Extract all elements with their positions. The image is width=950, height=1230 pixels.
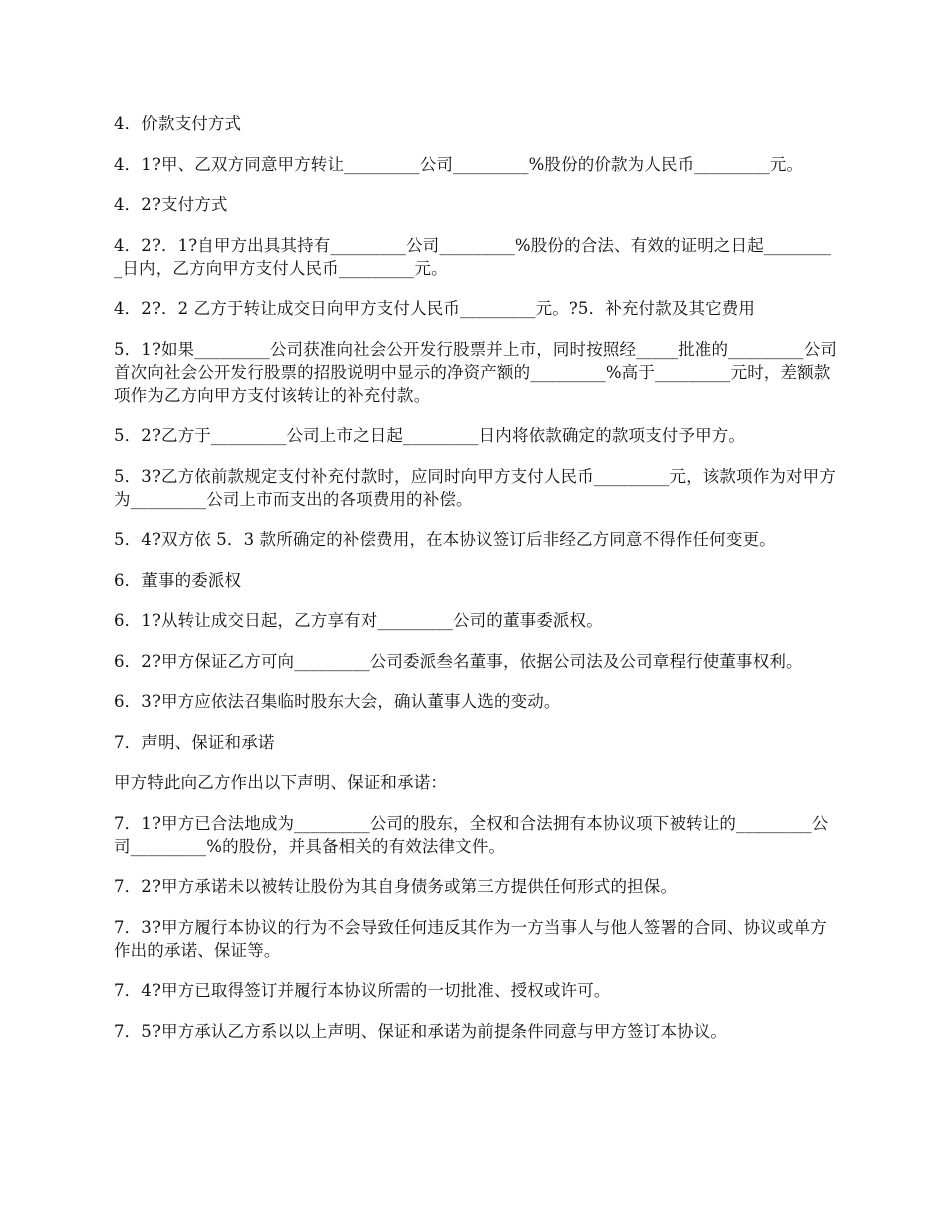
clause-7-4: 7．4?甲方已取得签订并履行本协议所需的一切批准、授权或许可。 — [114, 981, 611, 1000]
clause-5-1: 5．1?如果_________公司获准向社会公开发行股票并上市，同时按照经_____批准的_________公司首次向社会公开发行股票的招股说明中显示的净资产额的_________%高于_________元时，差额款项作为乙方向甲方支付该转让的补充付款。 — [114, 339, 837, 405]
representations-intro: 甲方特此向乙方作出以下声明、保证和承诺： — [114, 773, 447, 792]
clause-5-2: 5．2?乙方于_________公司上市之日起_________日内将依款确定的款项支付予甲方。 — [114, 426, 746, 445]
clause-6-3: 6．3?甲方应依法召集临时股东大会，确认董事人选的变动。 — [114, 692, 561, 711]
clause-4-2: 4．2?支付方式 — [114, 195, 228, 214]
clause-4-1: 4．1?甲、乙双方同意甲方转让_________公司_________%股份的价款为人民币_________元。 — [114, 154, 804, 174]
clause-6-2: 6．2?甲方保证乙方可向_________公司委派叁名董事，依据公司法及公司章程行使董事权利。 — [114, 651, 803, 671]
clause-4-2-2: 4．2?．2 乙方于转让成交日向甲方支付人民币_________元。?5．补充付款及其它费用 — [114, 299, 756, 318]
section-heading-directors: 6．董事的委派权 — [114, 570, 242, 590]
section-heading-payment: 4．价款支付方式 — [114, 114, 242, 133]
clause-7-3: 7．3?甲方履行本协议的行为不会导致任何违反其作为一方当事人与他人签署的合同、协议或单方作出的承诺、保证等。 — [114, 917, 827, 960]
clause-6-1: 6．1?从转让成交日起，乙方享有对_________公司的董事委派权。 — [114, 611, 603, 630]
clause-7-1: 7．1?甲方已合法地成为_________公司的股东，全权和合法拥有本协议项下被转让的_________公司_________%的股份，并具备相关的有效法律文件。 — [114, 813, 829, 856]
clause-5-3: 5．3?乙方依前款规定支付补充付款时，应同时向甲方支付人民币_________元，该款项作为对甲方为_________公司上市而支出的各项费用的补偿。 — [114, 466, 836, 509]
section-heading-representations: 7．声明、保证和承诺 — [114, 732, 275, 752]
clause-7-5: 7．5?甲方承认乙方系以以上声明、保证和承诺为前提条件同意与甲方签订本协议。 — [114, 1021, 728, 1041]
clause-7-2: 7．2?甲方承诺未以被转让股份为其自身债务或第三方提供任何形式的担保。 — [114, 877, 678, 896]
clause-4-2-1: 4．2?．1?自甲方出具其持有_________公司_________%股份的合法、有效的证明之日起_________日内，乙方向甲方支付人民币_________元。 — [114, 235, 832, 278]
document-page — [114, 112, 838, 1060]
clause-5-4: 5．4?双方依 5．3 款所确定的补偿费用，在本协议签订后非经乙方同意不得作任何变更。 — [114, 530, 776, 549]
